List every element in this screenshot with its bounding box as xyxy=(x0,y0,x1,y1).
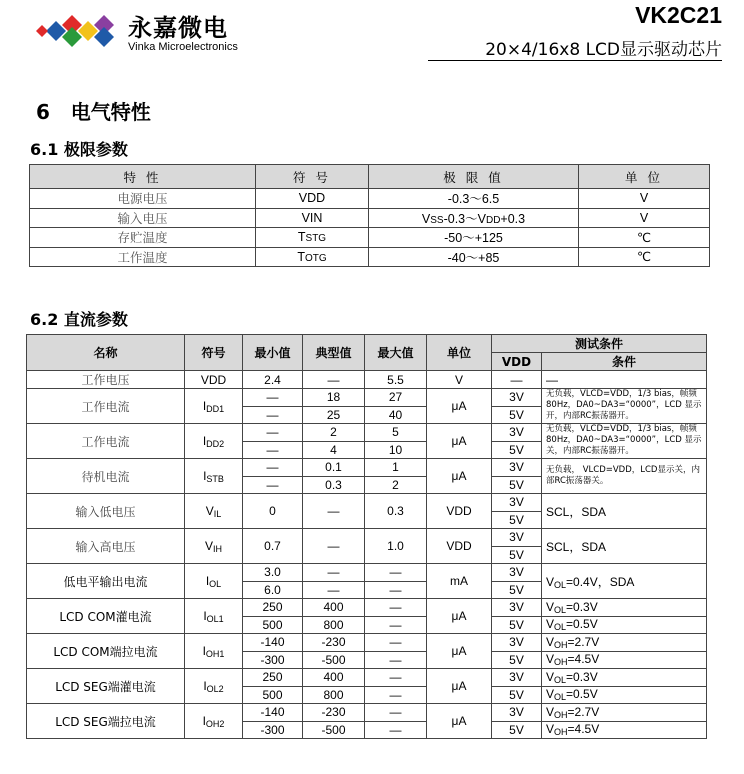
param-typ: 800 xyxy=(303,686,365,704)
param-vdd: 5V xyxy=(492,721,542,739)
col-header-unit: 单位 xyxy=(427,335,492,371)
param-symbol: VIL xyxy=(185,494,243,529)
param-min: -300 xyxy=(243,651,303,669)
param-name: LCD COM端拉电流 xyxy=(27,634,185,669)
param-condition: 无负载，VLCD=VDD，1/3 bias，帧频80Hz，DA0~DA3=“0000”，LCD 显示关，内部RC振荡器开。 xyxy=(542,424,707,459)
param-typ: — xyxy=(303,371,365,389)
param-symbol: IOL1 xyxy=(185,599,243,634)
col-header-min: 最小值 xyxy=(243,335,303,371)
col-header-condition: 条件 xyxy=(542,353,707,371)
param-name: 电源电压 xyxy=(30,189,256,209)
param-max: — xyxy=(365,721,427,739)
param-max: 10 xyxy=(365,441,427,459)
param-min: 0 xyxy=(243,494,303,529)
param-name: LCD COM灌电流 xyxy=(27,599,185,634)
param-max: 27 xyxy=(365,389,427,407)
param-min: — xyxy=(243,476,303,494)
param-max: 1.0 xyxy=(365,529,427,564)
param-name: 工作电流 xyxy=(27,424,185,459)
param-max: 5.5 xyxy=(365,371,427,389)
param-typ: -500 xyxy=(303,721,365,739)
section-title-6-2: 6.2 直流参数 xyxy=(30,310,128,329)
param-min: -300 xyxy=(243,721,303,739)
dc-parameters-table xyxy=(26,334,707,739)
param-typ: 2 xyxy=(303,424,365,442)
table-row xyxy=(27,424,707,442)
param-unit: ℃ xyxy=(579,228,710,248)
col-header-symbol: 符号 xyxy=(185,335,243,371)
param-symbol: TOTG xyxy=(256,247,369,267)
header-rule xyxy=(428,60,722,61)
param-symbol: IDD1 xyxy=(185,389,243,424)
param-symbol: ISTB xyxy=(185,459,243,494)
col-header-unit: 单 位 xyxy=(579,165,710,189)
param-symbol: IOH2 xyxy=(185,704,243,739)
col-header-typ: 典型值 xyxy=(303,335,365,371)
param-unit: μA xyxy=(427,669,492,704)
col-header-test-conditions: 测试条件 xyxy=(492,335,707,353)
param-limit: -40～+85 xyxy=(369,247,579,267)
param-unit: μA xyxy=(427,424,492,459)
param-vdd: 3V xyxy=(492,669,542,687)
param-condition: VOH=4.5V xyxy=(542,651,707,669)
param-min: — xyxy=(243,389,303,407)
param-condition: VOL=0.4V，SDA xyxy=(542,564,707,599)
param-vdd: 3V xyxy=(492,529,542,547)
param-symbol: VIH xyxy=(185,529,243,564)
param-condition: VOH=2.7V xyxy=(542,704,707,722)
param-vdd: 5V xyxy=(492,441,542,459)
vinka-logo-icon xyxy=(36,7,126,55)
company-name-cn: 永嘉微电 xyxy=(128,14,228,42)
col-header-characteristic: 特 性 xyxy=(30,165,256,189)
param-typ: — xyxy=(303,564,365,582)
param-typ: 400 xyxy=(303,669,365,687)
param-condition: 无负载，VLCD=VDD，1/3 bias，帧频80Hz，DA0~DA3=“0000”，LCD 显示开，内部RC振荡器开。 xyxy=(542,389,707,424)
param-symbol: IDD2 xyxy=(185,424,243,459)
table-row xyxy=(27,371,707,389)
param-vdd: 5V xyxy=(492,511,542,529)
param-condition: VOH=4.5V xyxy=(542,721,707,739)
param-min: -140 xyxy=(243,634,303,652)
param-typ: 18 xyxy=(303,389,365,407)
col-header-symbol: 符 号 xyxy=(256,165,369,189)
param-max: — xyxy=(365,686,427,704)
param-name: 输入电压 xyxy=(30,208,256,228)
table-row xyxy=(27,389,707,407)
param-name: 待机电流 xyxy=(27,459,185,494)
param-unit: ℃ xyxy=(579,247,710,267)
param-typ: 4 xyxy=(303,441,365,459)
param-unit: VDD xyxy=(427,529,492,564)
param-typ: — xyxy=(303,529,365,564)
table-header-row xyxy=(27,335,707,353)
param-vdd: 3V xyxy=(492,494,542,512)
param-name: 工作电流 xyxy=(27,389,185,424)
param-condition: VOH=2.7V xyxy=(542,634,707,652)
table-row xyxy=(27,634,707,652)
param-min: — xyxy=(243,406,303,424)
param-min: -140 xyxy=(243,704,303,722)
param-unit: μA xyxy=(427,459,492,494)
absolute-max-ratings-table xyxy=(29,164,710,267)
param-vdd: 3V xyxy=(492,564,542,582)
table-row xyxy=(27,704,707,722)
param-vdd: 5V xyxy=(492,651,542,669)
param-typ: 0.3 xyxy=(303,476,365,494)
param-max: — xyxy=(365,564,427,582)
param-typ: 400 xyxy=(303,599,365,617)
param-condition: SCL，SDA xyxy=(542,494,707,529)
param-max: — xyxy=(365,669,427,687)
param-condition: 无负载， VLCD=VDD，LCD显示关，内部RC振荡器关。 xyxy=(542,459,707,494)
param-condition: VOL=0.5V xyxy=(542,616,707,634)
table-row xyxy=(30,208,710,228)
param-typ: -500 xyxy=(303,651,365,669)
param-max: 0.3 xyxy=(365,494,427,529)
param-min: 0.7 xyxy=(243,529,303,564)
page-header xyxy=(0,0,744,64)
table-row xyxy=(30,228,710,248)
param-symbol: IOL xyxy=(185,564,243,599)
param-name: 工作电压 xyxy=(27,371,185,389)
param-symbol: VDD xyxy=(256,189,369,209)
param-typ: 0.1 xyxy=(303,459,365,477)
param-condition: VOL=0.5V xyxy=(542,686,707,704)
param-name: 工作温度 xyxy=(30,247,256,267)
param-min: 6.0 xyxy=(243,581,303,599)
param-symbol: VDD xyxy=(185,371,243,389)
col-header-limit: 极 限 值 xyxy=(369,165,579,189)
param-max: 5 xyxy=(365,424,427,442)
param-max: 1 xyxy=(365,459,427,477)
model-number: VK2C21 xyxy=(635,2,722,28)
param-vdd: 5V xyxy=(492,546,542,564)
table-row xyxy=(27,529,707,547)
param-unit: μA xyxy=(427,634,492,669)
param-name: LCD SEG端灌电流 xyxy=(27,669,185,704)
param-limit: VSS-0.3～VDD+0.3 xyxy=(369,208,579,228)
param-symbol: IOH1 xyxy=(185,634,243,669)
table-row xyxy=(27,564,707,582)
param-vdd: 5V xyxy=(492,616,542,634)
table-row xyxy=(30,247,710,267)
param-vdd: 5V xyxy=(492,581,542,599)
param-limit: -0.3～6.5 xyxy=(369,189,579,209)
param-condition: VOL=0.3V xyxy=(542,599,707,617)
param-name: 低电平输出电流 xyxy=(27,564,185,599)
param-min: — xyxy=(243,459,303,477)
table-row xyxy=(27,494,707,512)
param-typ: — xyxy=(303,494,365,529)
col-header-name: 名称 xyxy=(27,335,185,371)
param-unit: V xyxy=(579,208,710,228)
param-vdd: 3V xyxy=(492,634,542,652)
param-typ: 25 xyxy=(303,406,365,424)
param-min: 3.0 xyxy=(243,564,303,582)
param-typ: -230 xyxy=(303,634,365,652)
section-title-6-1: 6.1 极限参数 xyxy=(30,140,128,159)
param-unit: V xyxy=(579,189,710,209)
param-max: — xyxy=(365,599,427,617)
param-max: 40 xyxy=(365,406,427,424)
product-subtitle: 20×4/16x8 LCD显示驱动芯片 xyxy=(485,40,722,60)
param-min: 500 xyxy=(243,686,303,704)
param-symbol: VIN xyxy=(256,208,369,228)
table-row xyxy=(27,459,707,477)
col-header-vdd: VDD xyxy=(492,353,542,371)
param-min: — xyxy=(243,441,303,459)
param-max: — xyxy=(365,616,427,634)
param-limit: -50～+125 xyxy=(369,228,579,248)
param-vdd: — xyxy=(492,371,542,389)
param-unit: μA xyxy=(427,389,492,424)
table-header-row xyxy=(30,165,710,189)
param-vdd: 5V xyxy=(492,406,542,424)
param-condition: SCL，SDA xyxy=(542,529,707,564)
param-name: 输入低电压 xyxy=(27,494,185,529)
param-max: — xyxy=(365,651,427,669)
param-typ: 800 xyxy=(303,616,365,634)
section-title-6: 6 电气特性 xyxy=(36,100,151,124)
param-min: 2.4 xyxy=(243,371,303,389)
col-header-max: 最大值 xyxy=(365,335,427,371)
param-vdd: 3V xyxy=(492,389,542,407)
param-name: 存贮温度 xyxy=(30,228,256,248)
param-max: — xyxy=(365,634,427,652)
company-name-en: Vinka Microelectronics xyxy=(128,41,238,53)
param-symbol: TSTG xyxy=(256,228,369,248)
table-row xyxy=(27,669,707,687)
param-min: 250 xyxy=(243,669,303,687)
param-vdd: 3V xyxy=(492,704,542,722)
param-max: — xyxy=(365,581,427,599)
param-typ: -230 xyxy=(303,704,365,722)
param-condition: VOL=0.3V xyxy=(542,669,707,687)
param-name: 输入高电压 xyxy=(27,529,185,564)
param-unit: μA xyxy=(427,599,492,634)
param-unit: VDD xyxy=(427,494,492,529)
param-condition: — xyxy=(542,371,707,389)
param-unit: mA xyxy=(427,564,492,599)
param-max: 2 xyxy=(365,476,427,494)
table-row xyxy=(30,189,710,209)
param-max: — xyxy=(365,704,427,722)
param-unit: V xyxy=(427,371,492,389)
param-vdd: 5V xyxy=(492,686,542,704)
param-vdd: 3V xyxy=(492,424,542,442)
param-min: 250 xyxy=(243,599,303,617)
table-row xyxy=(27,599,707,617)
param-unit: μA xyxy=(427,704,492,739)
param-name: LCD SEG端拉电流 xyxy=(27,704,185,739)
param-vdd: 5V xyxy=(492,476,542,494)
param-min: — xyxy=(243,424,303,442)
param-typ: — xyxy=(303,581,365,599)
param-min: 500 xyxy=(243,616,303,634)
param-vdd: 3V xyxy=(492,459,542,477)
param-vdd: 3V xyxy=(492,599,542,617)
param-symbol: IOL2 xyxy=(185,669,243,704)
